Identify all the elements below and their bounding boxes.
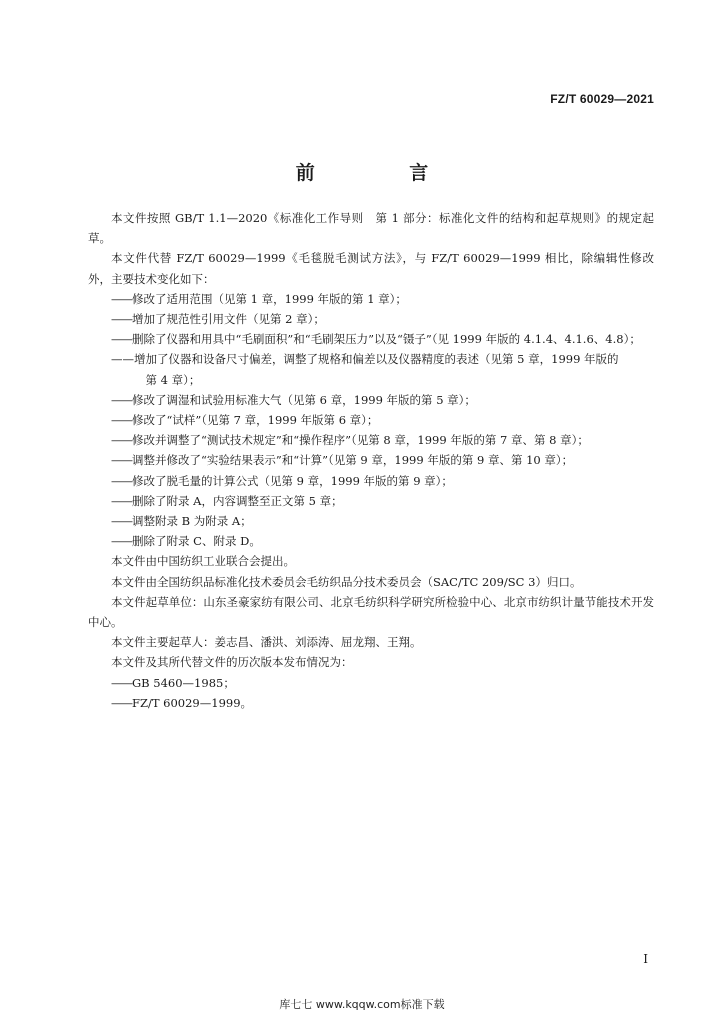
change-item: ——删除了附录 A，内容调整至正文第 5 章； xyxy=(111,493,343,508)
paragraph-proposer: 本文件由中国纺织工业联合会提出。 xyxy=(111,554,295,569)
paragraph-drafting-rule: 本文件按照 GB/T 1.1—2020《标准化工作导则 第 1 部分：标准化文件的结构和起草规则》的规定起草。 xyxy=(88,211,654,246)
change-item: ——删除了仪器和用具中“毛刷面积”和“毛刷架压力”以及“镊子”（见 1999 年版的 4.1.4、4.1.6、4.8）； xyxy=(111,332,641,347)
paragraph-replacement: 本文件代替 FZ/T 60029—1999《毛毯脱毛测试方法》，与 FZ/T 60029—1999 相比，除编辑性修改外，主要技术变化如下： xyxy=(88,251,654,286)
paragraph-drafting-units: 本文件起草单位：山东圣豪家纺有限公司、北京毛纺织科学研究所检验中心、北京市纺织计量节能技术开发中心。 xyxy=(88,594,654,630)
change-item: ——调整并修改了“实验结果表示”和“计算”（见第 9 章，1999 年版的第 9 章、第 10 章）； xyxy=(111,453,574,468)
paragraph-history-intro: 本文件及其所代替文件的历次版本发布情况为： xyxy=(111,655,353,670)
change-item-continuation: 第 4 章）； xyxy=(145,372,201,387)
change-item: ——修改了“试样”（见第 7 章，1999 年版第 6 章）； xyxy=(111,413,379,428)
footer-watermark: 库七七 www.kqqw.com标准下载 xyxy=(279,998,445,1011)
change-item: ——增加了仪器和设备尺寸偏差，调整了规格和偏差以及仪器精度的表述（见第 5 章，1999 年版的 第 4 章）； xyxy=(88,349,654,389)
standard-code: FZ/T 60029—2021 xyxy=(550,92,654,106)
foreword-body xyxy=(88,208,654,713)
change-item: ——修改了脱毛量的计算公式（见第 9 章，1999 年版的第 9 章）； xyxy=(111,473,453,488)
paragraph-committee: 本文件由全国纺织品标准化技术委员会毛纺织品分技术委员会（SAC/TC 209/SC 3）归口。 xyxy=(111,574,582,589)
page-title: 前 言 xyxy=(295,162,473,184)
change-item: ——调整附录 B 为附录 A； xyxy=(111,514,252,529)
change-item: ——修改并调整了“测试技术规定”和“操作程序”（见第 8 章，1999 年版的第 7 章、第 8 章）； xyxy=(111,433,589,448)
change-item: ——增加了规范性引用文件（见第 2 章）； xyxy=(111,312,325,327)
change-item: ——修改了适用范围（见第 1 章，1999 年版的第 1 章）； xyxy=(111,291,407,306)
paragraph-drafters: 本文件主要起草人：姜志昌、潘洪、刘添涛、屈龙翔、王翔。 xyxy=(111,635,422,650)
page-number: I xyxy=(643,952,648,966)
history-item: ——FZ/T 60029—1999。 xyxy=(111,695,253,710)
change-item: ——删除了附录 C、附录 D。 xyxy=(111,534,261,549)
history-item: ——GB 5460—1985； xyxy=(111,675,235,690)
change-item: ——修改了调湿和试验用标准大气（见第 6 章，1999 年版的第 5 章）； xyxy=(111,392,476,407)
